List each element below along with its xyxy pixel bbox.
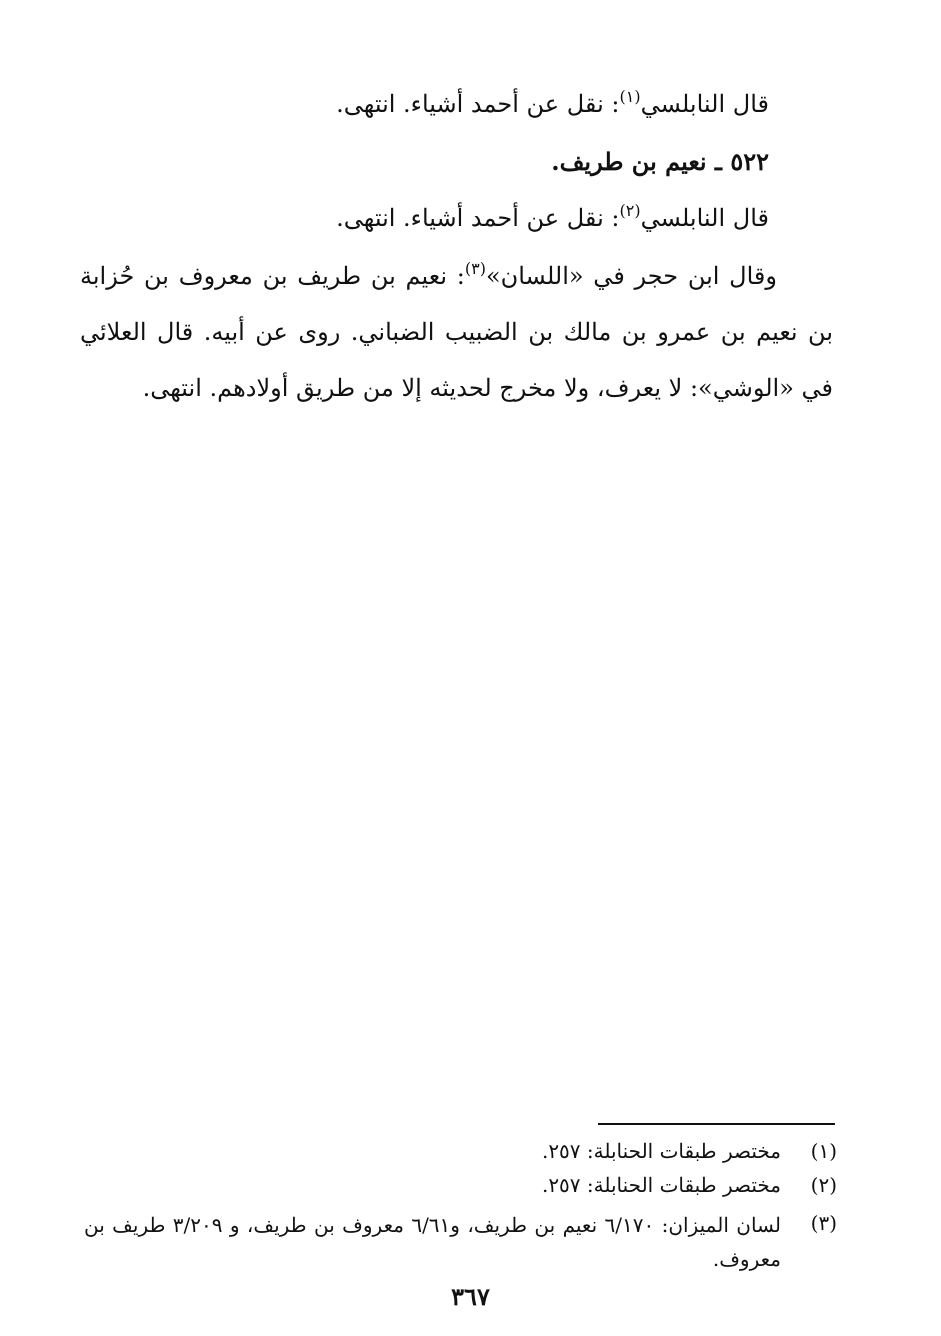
paragraph-ibn-hajar	[80, 248, 833, 416]
paragraph-nabulsi-1	[336, 88, 769, 120]
footnote-text: مختصر طبقات الحنابلة: ٢٥٧.	[541, 1139, 781, 1163]
footnote-ref-2[interactable]: (٢)	[619, 201, 641, 220]
paragraph-lead: وقال ابن حجر في «اللسان»	[485, 262, 777, 290]
footnote-ref-1[interactable]: (١)	[619, 87, 641, 106]
paragraph-nabulsi-2	[336, 202, 769, 234]
footnote-text: مختصر طبقات الحنابلة: ٢٥٧.	[541, 1173, 781, 1197]
footnote-number: (١)	[810, 1139, 837, 1163]
footnote-separator	[598, 1123, 835, 1125]
paragraph-rest: : نقل عن أحمد أشياء. انتهى.	[336, 204, 620, 232]
footnote-number: (٣)	[810, 1211, 837, 1235]
paragraph-lead: قال النابلسي	[640, 90, 769, 118]
paragraph-lead: قال النابلسي	[640, 204, 769, 232]
page-number: ٣٦٧	[451, 1282, 490, 1311]
footnote-2	[84, 1170, 837, 1200]
footnote-1	[84, 1136, 837, 1166]
entry-heading: ٥٢٢ ـ نعيم بن طريف.	[551, 147, 769, 176]
footnote-ref-3[interactable]: (٣)	[464, 259, 486, 278]
paragraph-rest: : نقل عن أحمد أشياء. انتهى.	[336, 90, 620, 118]
footnote-text: لسان الميزان: ٦/١٧٠ نعيم بن طريف، و٦/٦١ معروف بن طريف، و ٣/٢٠٩ طريف بن معروف.	[84, 1213, 781, 1271]
footnote-number: (٢)	[810, 1173, 837, 1197]
footnote-3	[84, 1208, 837, 1274]
paragraph-rest: : نعيم بن طريف بن معروف بن حُزابة بن نعيم بن عمرو بن مالك بن الضبيب الضباني. روى عن أبيه. قال العلائي في «الوشي»: لا يعرف، ولا مخرج لحديثه إلا من طريق أولادهم. انتهى.	[80, 262, 834, 402]
